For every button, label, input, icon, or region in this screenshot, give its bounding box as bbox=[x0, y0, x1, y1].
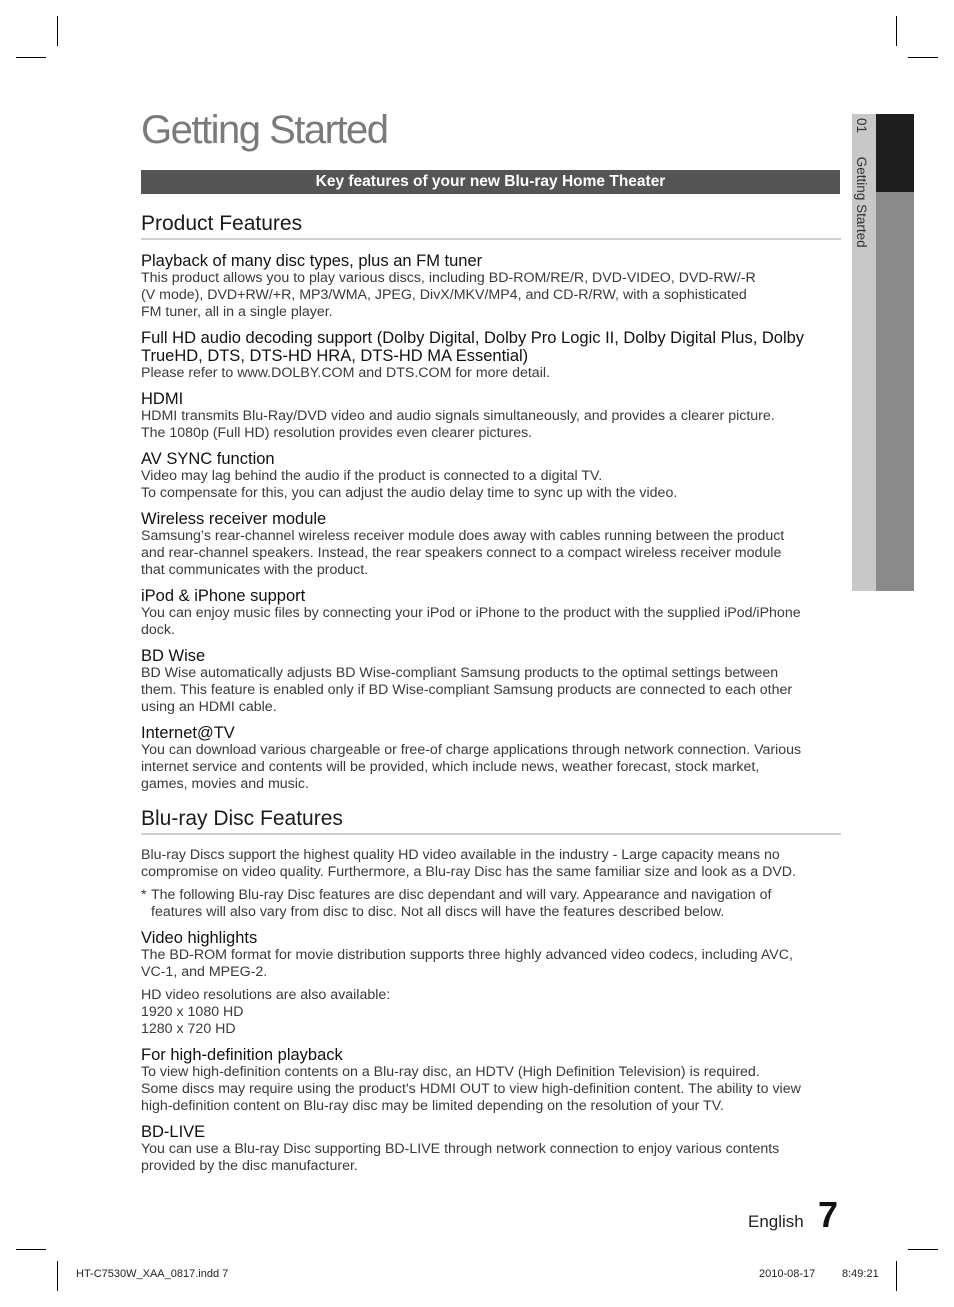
text-line: (V mode), DVD+RW/+R, MP3/WMA, JPEG, DivX/MKV/MP4, and CD-R/RW, with a sophisticated bbox=[141, 287, 747, 303]
text-line: BD Wise automatically adjusts BD Wise-compliant Samsung products to the optimal settings between bbox=[141, 665, 779, 681]
text-line: Video may lag behind the audio if the product is connected to a digital TV. bbox=[141, 468, 603, 484]
feature-body bbox=[141, 365, 841, 382]
chapter-number: 01 bbox=[854, 118, 869, 134]
text-line: To compensate for this, you can adjust the audio delay time to sync up with the video. bbox=[141, 485, 678, 501]
product-feature bbox=[141, 252, 841, 321]
feature-body bbox=[141, 1064, 841, 1115]
product-feature bbox=[141, 587, 841, 639]
feature-body bbox=[141, 468, 841, 502]
text-line: This product allows you to play various discs, including BD-ROM/RE/R, DVD-VIDEO, DVD-RW/-R bbox=[141, 270, 756, 286]
text-line: The BD-ROM format for movie distribution supports three highly advanced video codecs, including AVC, bbox=[141, 947, 793, 963]
crop-mark bbox=[908, 57, 938, 58]
feature-body bbox=[141, 408, 841, 442]
text-line: HD video resolutions are also available: bbox=[141, 987, 391, 1003]
feature-body bbox=[141, 270, 841, 321]
side-tab-strip bbox=[876, 192, 914, 591]
product-feature bbox=[141, 329, 841, 382]
main-content bbox=[141, 212, 841, 1183]
text-line: dock. bbox=[141, 622, 175, 638]
product-feature bbox=[141, 647, 841, 716]
text-line: Some discs may require using the product's HDMI OUT to view high-definition content. The ability to view bbox=[141, 1081, 801, 1097]
resolution-item: 1920 x 1080 HD bbox=[141, 1004, 244, 1020]
feature-body bbox=[141, 605, 841, 639]
resolution-item: 1280 x 720 HD bbox=[141, 1021, 236, 1037]
page-number: 7 bbox=[818, 1194, 839, 1235]
feature-title: Wireless receiver module bbox=[141, 510, 327, 528]
product-feature bbox=[141, 724, 841, 793]
text-line: You can download various chargeable or free-of charge applications through network connection. Various bbox=[141, 742, 802, 758]
product-features-list bbox=[141, 252, 841, 793]
text-line: Please refer to www.DOLBY.COM and DTS.COM for more detail. bbox=[141, 365, 550, 381]
text-line: internet service and contents will be provided, which include news, weather forecast, stock market, bbox=[141, 759, 760, 775]
bluray-intro bbox=[141, 847, 841, 881]
feature-title: HDMI bbox=[141, 390, 184, 408]
video-highlights bbox=[141, 929, 841, 1038]
resolution-list bbox=[141, 987, 841, 1038]
text-line: them. This feature is enabled only if BD Wise-compliant Samsung products are connected to each other bbox=[141, 682, 793, 698]
crop-mark bbox=[908, 1249, 938, 1250]
text-line: using an HDMI cable. bbox=[141, 699, 277, 715]
feature-body bbox=[141, 947, 841, 981]
text-line: that communicates with the product. bbox=[141, 562, 369, 578]
text-line: compromise on video quality. Furthermore, a Blu-ray Disc has the same familiar size and look as a DVD. bbox=[141, 864, 796, 880]
crop-mark bbox=[57, 16, 58, 46]
text-line: provided by the disc manufacturer. bbox=[141, 1158, 358, 1174]
text-line: To view high-definition contents on a Blu-ray disc, an HDTV (High Definition Television) is required. bbox=[141, 1064, 760, 1080]
product-features-heading: Product Features bbox=[141, 212, 841, 240]
crop-mark bbox=[16, 1249, 46, 1250]
feature-body bbox=[141, 742, 841, 793]
text-line: games, movies and music. bbox=[141, 776, 309, 792]
text-line: You can enjoy music files by connecting your iPod or iPhone to the product with the supplied iPod/iPhone bbox=[141, 605, 801, 621]
feature-body bbox=[141, 1141, 841, 1175]
product-feature bbox=[141, 390, 841, 442]
print-time: 8:49:21 bbox=[842, 1268, 879, 1280]
feature-title: BD-LIVE bbox=[141, 1123, 206, 1141]
text-line: The 1080p (Full HD) resolution provides even clearer pictures. bbox=[141, 425, 533, 441]
asterisk-mark: * bbox=[141, 887, 147, 903]
text-line: features will also vary from disc to disc. Not all discs will have the features described below. bbox=[151, 904, 725, 920]
text-line: You can use a Blu-ray Disc supporting BD-LIVE through network connection to enjoy various contents bbox=[141, 1141, 780, 1157]
bd-live bbox=[141, 1123, 841, 1175]
feature-body bbox=[141, 528, 841, 579]
text-line: HDMI transmits Blu-Ray/DVD video and audio signals simultaneously, and provides a clearer picture. bbox=[141, 408, 775, 424]
bluray-features-heading: Blu-ray Disc Features bbox=[141, 807, 841, 835]
side-tab-marker bbox=[876, 114, 914, 192]
print-filename: HT-C7530W_XAA_0817.indd 7 bbox=[76, 1268, 229, 1280]
text-line: and rear-channel speakers. Instead, the rear speakers connect to a compact wireless receiver module bbox=[141, 545, 782, 561]
bluray-note bbox=[141, 887, 841, 921]
text-line: The following Blu-ray Disc features are disc dependant and will vary. Appearance and navigation of bbox=[151, 887, 772, 903]
crop-mark bbox=[896, 16, 897, 46]
text-line: VC-1, and MPEG-2. bbox=[141, 964, 268, 980]
feature-title: Full HD audio decoding support (Dolby Digital, Dolby Pro Logic II, Dolby Digital Plus, Dolby TrueHD, DTS, DTS-HD HRA, DTS-HD MA Essential) bbox=[141, 329, 805, 365]
section-banner: Key features of your new Blu-ray Home Theater bbox=[141, 170, 840, 194]
feature-title: Internet@TV bbox=[141, 724, 235, 742]
text-line: high-definition content on Blu-ray disc may be limited depending on the resolution of your TV. bbox=[141, 1098, 724, 1114]
feature-title: For high-definition playback bbox=[141, 1046, 343, 1064]
print-date: 2010-08-17 bbox=[759, 1268, 816, 1280]
crop-mark bbox=[57, 1261, 58, 1291]
feature-title: iPod & iPhone support bbox=[141, 587, 306, 605]
product-feature bbox=[141, 510, 841, 579]
high-definition-playback bbox=[141, 1046, 841, 1115]
feature-title: Video highlights bbox=[141, 929, 258, 947]
side-tab-label bbox=[854, 118, 869, 248]
page-title: Getting Started bbox=[141, 108, 388, 152]
footer-language: English bbox=[748, 1212, 804, 1231]
feature-title: Playback of many disc types, plus an FM tuner bbox=[141, 252, 483, 270]
chapter-name: Getting Started bbox=[854, 156, 869, 248]
feature-title: AV SYNC function bbox=[141, 450, 275, 468]
crop-mark bbox=[896, 1261, 897, 1291]
crop-mark bbox=[16, 57, 46, 58]
text-line: Samsung’s rear-channel wireless receiver module does away with cables running between the product bbox=[141, 528, 785, 544]
text-line: Blu-ray Discs support the highest quality HD video available in the industry - Large capacity means no bbox=[141, 847, 780, 863]
feature-body bbox=[141, 665, 841, 716]
feature-title: BD Wise bbox=[141, 647, 206, 665]
text-line: FM tuner, all in a single player. bbox=[141, 304, 333, 320]
product-feature bbox=[141, 450, 841, 502]
